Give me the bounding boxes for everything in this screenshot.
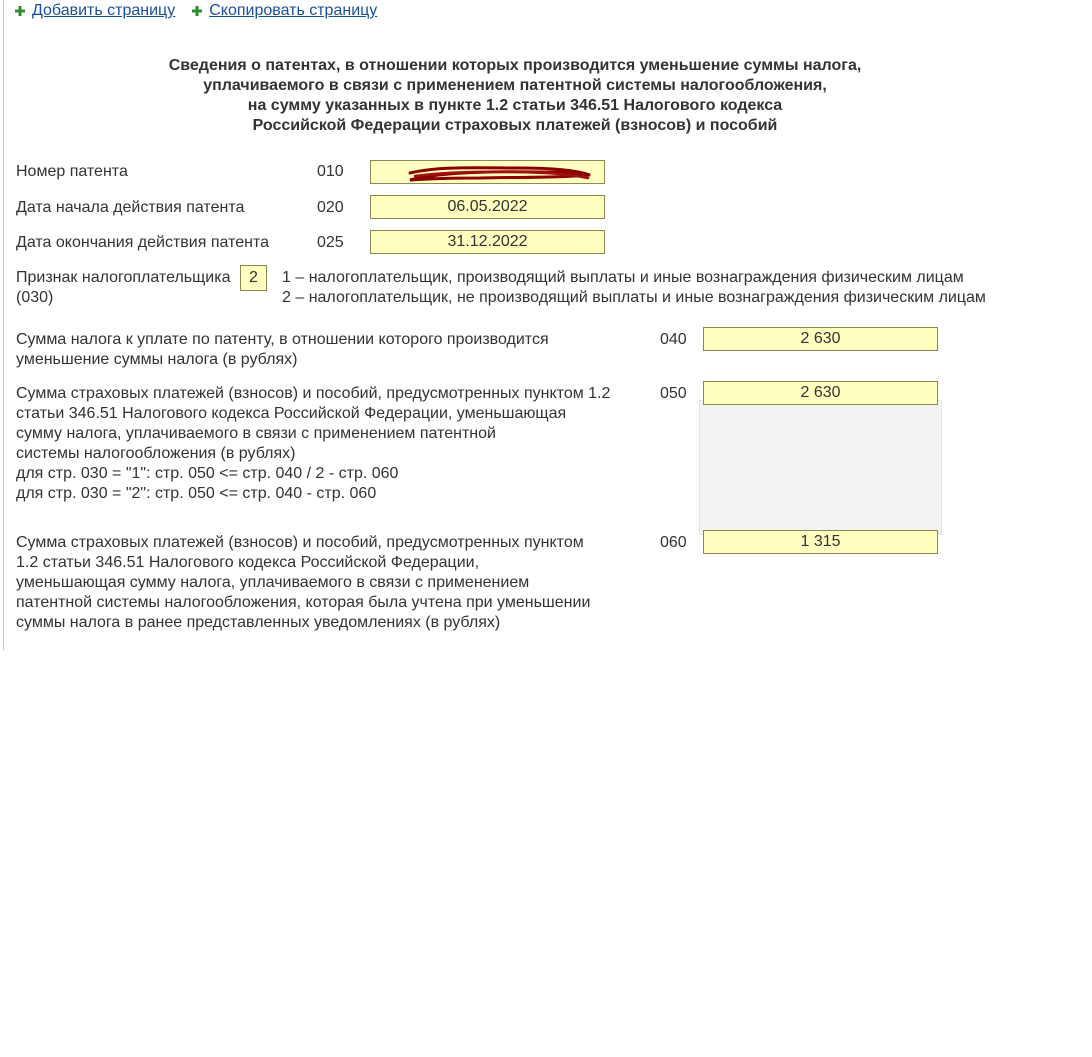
start-date-code: 020 [317, 199, 344, 216]
tax-amount-label: Сумма налога к уплате по патенту, в отношении которого производится [16, 331, 549, 348]
insurance-reducing-label: статьи 346.51 Налогового кодекса Российской Федерации, уменьшающая [16, 405, 567, 422]
title-line: на сумму указанных в пункте 1.2 статьи 346.51 Налогового кодекса [247, 97, 783, 114]
title-line: уплачиваемого в связи с применением патентной системы налогообложения, [203, 77, 827, 94]
insurance-reducing-label: Сумма страховых платежей (взносов) и пособий, предусмотренных пунктом 1.2 [16, 385, 611, 402]
end-date-label: Дата окончания действия патента [16, 234, 269, 251]
insurance-reducing-rule-1: для стр. 030 = "1": стр. 050 <= стр. 040 / 2 - стр. 060 [16, 465, 399, 482]
patent-number-label: Номер патента [16, 163, 128, 180]
taxpayer-sign-option-1: 1 – налогоплательщик, производящий выплаты и иные вознаграждения физическим лицам [282, 269, 964, 286]
taxpayer-sign-field[interactable]: 2 [240, 265, 267, 291]
start-date-label: Дата начала действия патента [16, 199, 245, 216]
insurance-reducing-label: системы налогообложения (в рублях) [16, 445, 296, 462]
insurance-reducing-rule-2: для стр. 030 = "2": стр. 050 <= стр. 040 - стр. 060 [16, 485, 377, 502]
add-page-link[interactable]: Добавить страницу [32, 2, 176, 19]
plus-icon [14, 5, 26, 17]
copy-page-link[interactable]: Скопировать страницу [209, 2, 378, 19]
tax-amount-field[interactable]: 2 630 [703, 327, 938, 351]
tax-amount-code: 040 [660, 331, 687, 348]
start-date-field[interactable]: 06.05.2022 [370, 195, 605, 219]
taxpayer-sign-label: Признак налогоплательщика [16, 269, 231, 286]
end-date-field[interactable]: 31.12.2022 [370, 230, 605, 254]
patent-number-field[interactable] [370, 160, 605, 184]
title-line: Российской Федерации страховых платежей (взносов) и пособий [252, 117, 778, 134]
add-page-button[interactable] [14, 2, 175, 20]
insurance-reducing-label: сумму налога, уплачиваемого в связи с применением патентной [16, 425, 496, 442]
patent-number-code: 010 [317, 163, 344, 180]
tooltip-panel [699, 400, 942, 535]
insurance-previous-label: Сумма страховых платежей (взносов) и пособий, предусмотренных пунктом [16, 534, 584, 551]
insurance-previous-label: патентной системы налогообложения, которая была учтена при уменьшении [16, 594, 591, 611]
insurance-previous-label: суммы налога в ранее представленных уведомлениях (в рублях) [16, 614, 501, 631]
insurance-previous-label: уменьшающая сумму налога, уплачиваемого в связи с применением [16, 574, 530, 591]
taxpayer-sign-option-2: 2 – налогоплательщик, не производящий выплаты и иные вознаграждения физическим лицам [282, 289, 986, 306]
page-toolbar [14, 1, 393, 21]
insurance-reducing-code: 050 [660, 385, 687, 402]
insurance-previous-code: 060 [660, 534, 687, 551]
taxpayer-sign-code: (030) [16, 289, 54, 306]
insurance-previous-label: 1.2 статьи 346.51 Налогового кодекса Российской Федерации, [16, 554, 480, 571]
copy-page-button[interactable] [191, 2, 377, 20]
insurance-previous-field[interactable]: 1 315 [703, 530, 938, 554]
insurance-reducing-field[interactable]: 2 630 [703, 381, 938, 405]
end-date-code: 025 [317, 234, 344, 251]
tax-amount-label: уменьшение суммы налога (в рублях) [16, 351, 298, 368]
plus-icon [191, 5, 203, 17]
section-title [0, 56, 1030, 136]
title-line: Сведения о патентах, в отношении которых производится уменьшение суммы налога, [168, 57, 862, 74]
